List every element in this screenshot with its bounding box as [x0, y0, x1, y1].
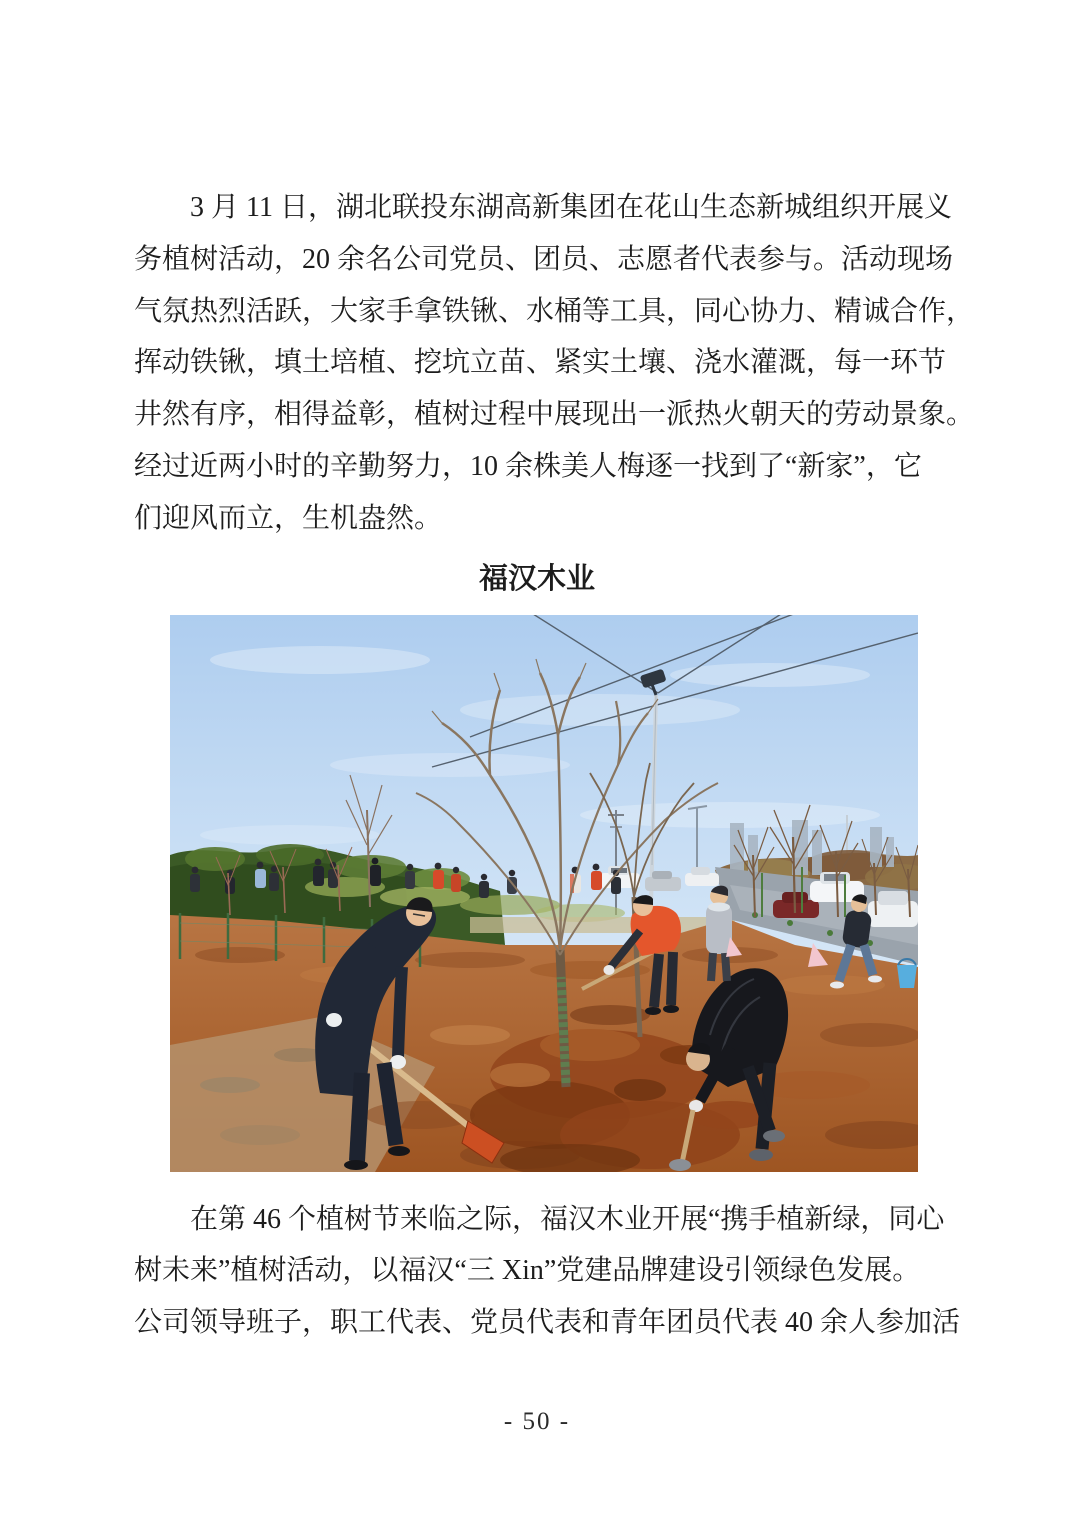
- paragraph-line: 3 月 11 日，湖北联投东湖高新集团在花山生态新城组织开展义: [190, 192, 952, 223]
- paragraph-2: [134, 1194, 961, 1349]
- sneaker: [763, 1130, 785, 1142]
- shoe: [344, 1160, 368, 1170]
- paragraph-line: 树未来”植树活动，以福汉“三 Xin”党建品牌建设引领绿色发展。: [134, 1255, 921, 1287]
- section-title: 福汉木业: [478, 562, 595, 595]
- paragraph-line: 公司领导班子，职工代表、党员代表和青年团员代表 40 余人参加活: [134, 1307, 961, 1339]
- glove: [604, 965, 615, 975]
- paragraph-line: 们迎风而立，生机盎然。: [134, 502, 443, 534]
- shoe: [663, 1005, 679, 1013]
- shoe: [645, 1007, 661, 1015]
- glove: [390, 1055, 406, 1069]
- shoe: [868, 975, 882, 982]
- glove: [326, 1013, 342, 1027]
- scarf: [708, 902, 730, 911]
- shovel-blade: [669, 1159, 691, 1171]
- paragraph-line: 经过近两小时的辛勤努力，10 余株美人梅逐一找到了“新家”，它: [134, 450, 922, 482]
- paragraph-line: 挥动铁锹，填土培植、挖坑立苗、紧实土壤、浇水灌溉，每一环节: [134, 347, 947, 379]
- sneaker: [749, 1149, 773, 1161]
- paragraph-line: 气氛热烈活跃，大家手拿铁锹、水桶等工具，同心协力、精诚合作，: [134, 295, 975, 327]
- paragraph-line: 务植树活动，20 余名公司党员、团员、志愿者代表参与。活动现场: [134, 243, 954, 275]
- photo-tree-planting: [170, 615, 918, 1172]
- document-content: [134, 0, 975, 1349]
- shoe: [830, 981, 844, 988]
- paragraph-1: [134, 182, 975, 545]
- page-number: - 50 -: [503, 1408, 571, 1435]
- shoe: [388, 1146, 410, 1156]
- paragraph-line: 井然有序，相得益彰，植树过程中展现出一派热火朝天的劳动景象。: [134, 399, 975, 431]
- paragraph-line: 在第 46 个植树节来临之际，福汉木业开展“携手植新绿，同心: [190, 1203, 945, 1235]
